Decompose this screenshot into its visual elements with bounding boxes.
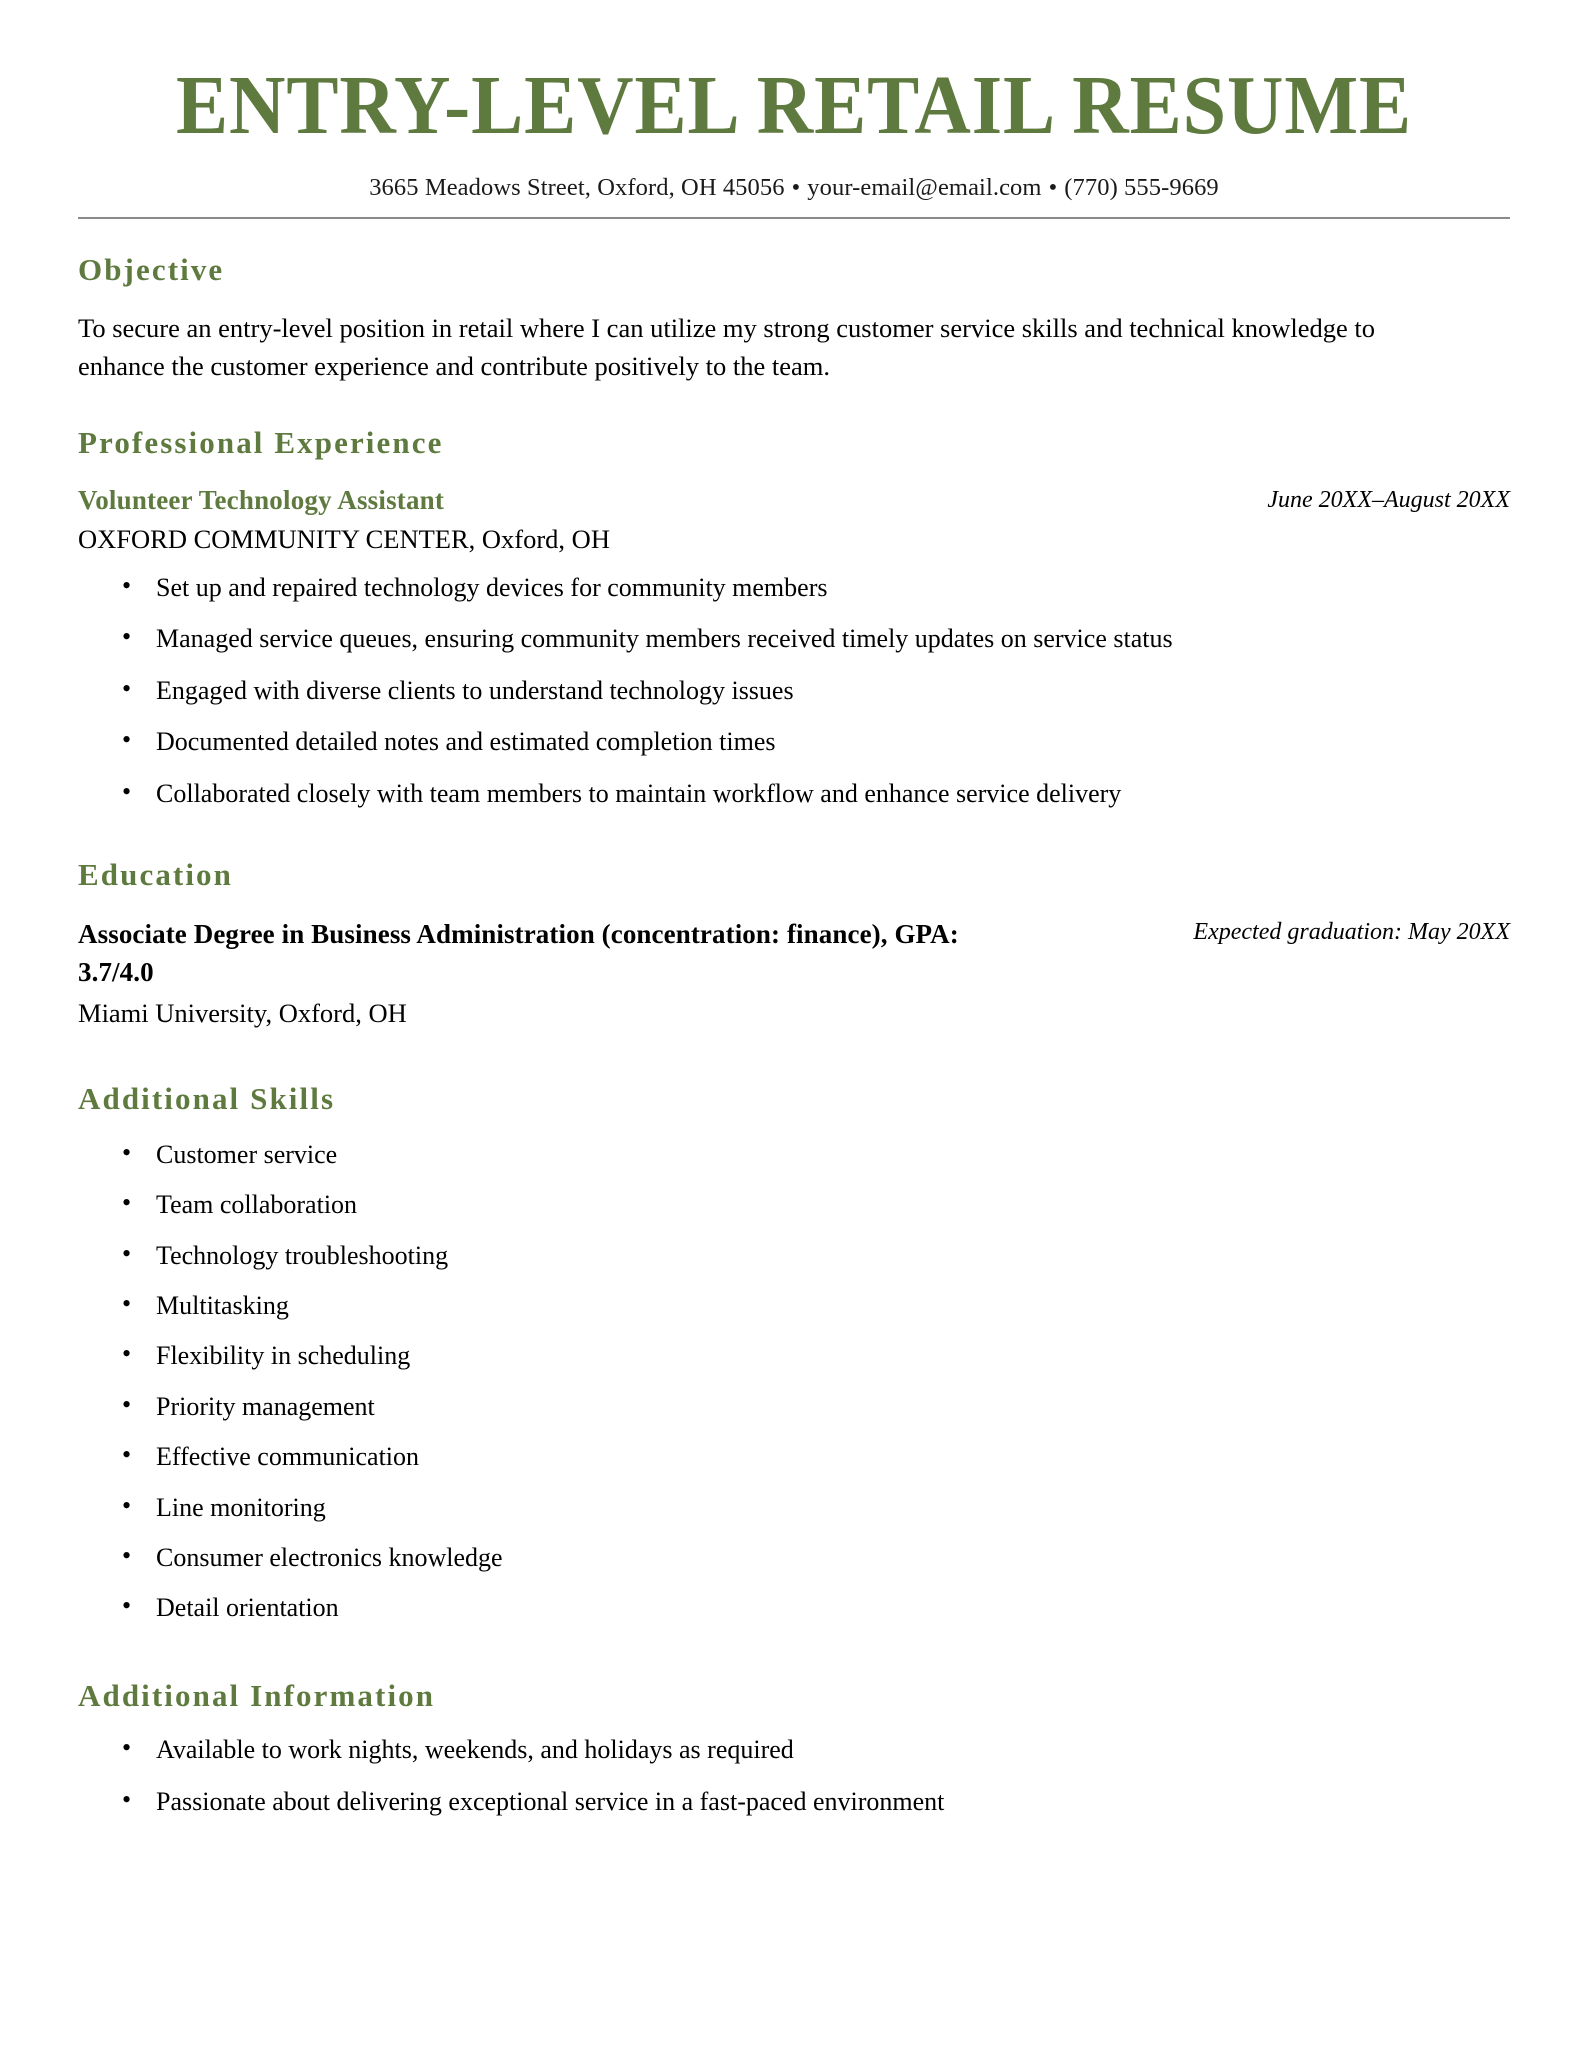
section-heading-additional-information: Additional Information xyxy=(78,1677,436,1713)
list-item: • Flexibility in scheduling xyxy=(78,1338,1368,1374)
section-experience xyxy=(78,424,1510,812)
objective-text: To secure an entry-level position in retail where I can utilize my strong customer service skills and technical knowledge to enhance the customer experience and contribute positively to the team. xyxy=(78,313,1375,382)
list-item: • Detail orientation xyxy=(78,1590,1368,1626)
section-heading-experience: Professional Experience xyxy=(78,424,444,460)
list-item: • Effective communication xyxy=(78,1439,1368,1475)
education-school: Miami University, Oxford, OH xyxy=(78,997,407,1028)
page-title: ENTRY-LEVEL RETAIL RESUME xyxy=(175,59,1413,152)
section-heading-skills: Additional Skills xyxy=(78,1080,336,1116)
contact-line xyxy=(78,174,1510,202)
section-objective xyxy=(78,251,1510,386)
additional-information-list xyxy=(78,1732,1510,1821)
list-item: • Multitasking xyxy=(78,1288,1368,1324)
list-item: • Engaged with diverse clients to understand technology issues xyxy=(78,673,1368,709)
experience-job-title: Volunteer Technology Assistant xyxy=(78,485,445,516)
section-education xyxy=(78,856,1510,1032)
list-item: • Consumer electronics knowledge xyxy=(78,1540,1368,1576)
experience-date-range: June 20XX–August 20XX xyxy=(1267,487,1510,514)
list-item: • Available to work nights, weekends, and holidays as required xyxy=(78,1732,1368,1768)
skills-list xyxy=(78,1137,1510,1627)
experience-bullet-list xyxy=(78,570,1510,812)
resume-header xyxy=(78,59,1510,219)
list-item: • Priority management xyxy=(78,1389,1368,1425)
header-divider xyxy=(78,217,1510,219)
section-heading-objective: Objective xyxy=(78,252,225,287)
list-item: • Managed service queues, ensuring community members received timely updates on service status xyxy=(78,621,1368,657)
list-item: • Line monitoring xyxy=(78,1490,1368,1526)
education-entry-header xyxy=(78,915,1510,992)
education-entry xyxy=(78,915,1510,1031)
contact-separator-2: • xyxy=(1048,174,1058,201)
contact-phone: (770) 555-9669 xyxy=(1064,174,1219,201)
list-item: • Collaborated closely with team members to maintain workflow and enhance service delivery xyxy=(78,776,1368,812)
education-graduation-date: Expected graduation: May 20XX xyxy=(1193,919,1510,946)
experience-entry xyxy=(78,483,1510,812)
experience-employer: OXFORD COMMUNITY CENTER, Oxford, OH xyxy=(78,524,610,555)
contact-separator-1: • xyxy=(791,174,801,201)
section-additional-information xyxy=(78,1677,1510,1821)
list-item: • Technology troubleshooting xyxy=(78,1238,1368,1274)
list-item: • Documented detailed notes and estimated completion times xyxy=(78,724,1368,760)
experience-entry-header xyxy=(78,483,1510,518)
list-item: • Passionate about delivering exceptional service in a fast-paced environment xyxy=(78,1784,1368,1820)
section-skills xyxy=(78,1080,1510,1627)
section-heading-education: Education xyxy=(78,856,233,892)
contact-address: 3665 Meadows Street, Oxford, OH 45056 xyxy=(369,174,785,201)
education-degree: Associate Degree in Business Administration (concentration: finance), GPA: 3.7/4.0 xyxy=(78,919,959,988)
list-item: • Team collaboration xyxy=(78,1187,1368,1223)
list-item: • Customer service xyxy=(78,1137,1368,1173)
contact-email[interactable]: your-email@email.com xyxy=(807,174,1042,201)
list-item: • Set up and repaired technology devices for community members xyxy=(78,570,1368,606)
